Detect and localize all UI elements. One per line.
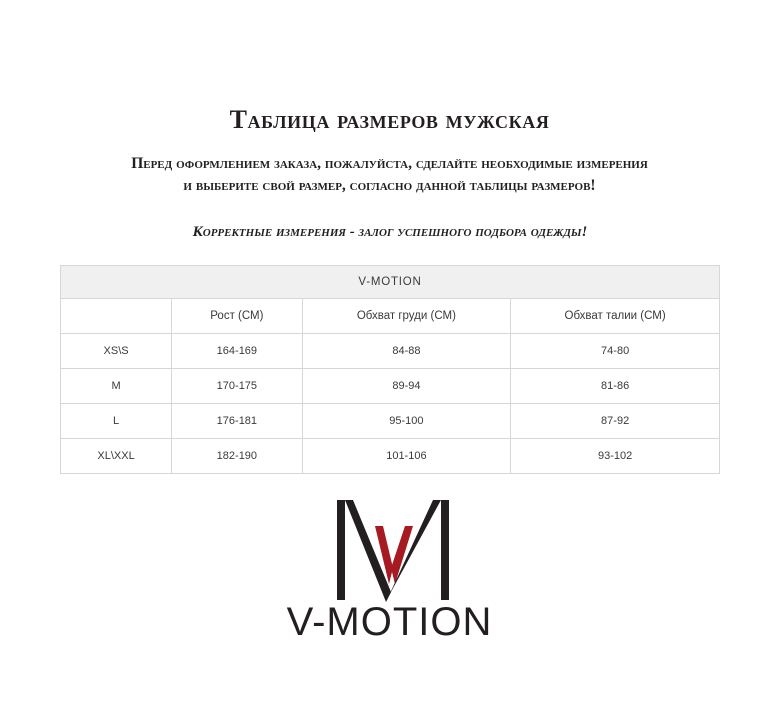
brand-wordmark: V-MOTION	[286, 599, 493, 644]
size-table-container	[60, 265, 719, 474]
table-header-row	[61, 298, 720, 333]
table-row	[61, 333, 720, 368]
cell-chest: 101-106	[302, 438, 511, 473]
tagline-text: Корректные измерения - залог успешного подбора одежды!	[192, 223, 588, 240]
column-header-waist: Обхват талии (СМ)	[511, 298, 720, 333]
instructions-line-2: и выберите свой размер, согласно данной таблицы размеров!	[183, 177, 596, 195]
cell-height: 176-181	[172, 403, 302, 438]
cell-height: 164-169	[172, 333, 302, 368]
cell-waist: 93-102	[511, 438, 720, 473]
cell-chest: 95-100	[302, 403, 511, 438]
cell-size: XL\XXL	[61, 438, 172, 473]
instructions-line-1: Перед оформлением заказа, пожалуйста, сделайте необходимые измерения	[131, 155, 648, 172]
table-brand-row	[61, 265, 720, 298]
cell-chest: 84-88	[302, 333, 511, 368]
size-table	[60, 265, 720, 474]
column-header-chest: Обхват груди (СМ)	[302, 298, 511, 333]
table-row	[61, 368, 720, 403]
table-row	[61, 438, 720, 473]
table-brand-label: V-MOTION	[61, 265, 720, 298]
cell-size: L	[61, 403, 172, 438]
table-row	[61, 403, 720, 438]
vm-monogram-icon	[325, 496, 455, 606]
cell-size: M	[61, 368, 172, 403]
cell-chest: 89-94	[302, 368, 511, 403]
column-header-size	[61, 298, 172, 333]
cell-waist: 81-86	[511, 368, 720, 403]
cell-size: XS\S	[61, 333, 172, 368]
cell-waist: 74-80	[511, 333, 720, 368]
instructions-text	[70, 153, 710, 198]
page-title: Таблица размеров мужская	[229, 105, 550, 134]
brand-logo	[60, 496, 719, 645]
column-header-height: Рост (СМ)	[172, 298, 302, 333]
cell-height: 170-175	[172, 368, 302, 403]
cell-height: 182-190	[172, 438, 302, 473]
cell-waist: 87-92	[511, 403, 720, 438]
